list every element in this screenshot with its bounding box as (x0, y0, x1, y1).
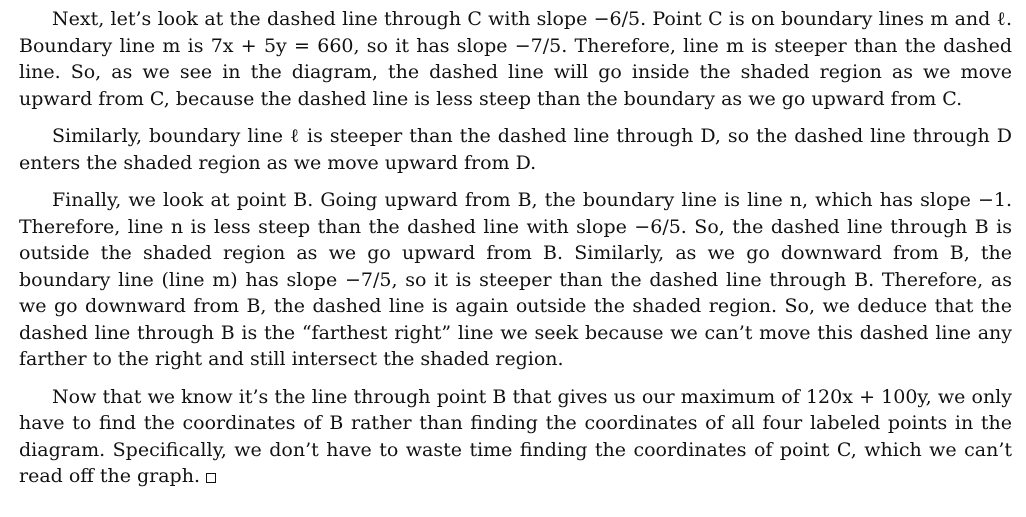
conclusion-text: Now that we know it’s the line through point B that gives us our maximum of 120x + 100y, we only have to find the coordinates of B rather than finding the coordinates of all four labeled points in the diagram. Specifically, we don’t have to waste time finding the coordinates of point C, which we can’t read off the graph. (19, 385, 1012, 487)
paragraph-point-b: Finally, we look at point B. Going upward from B, the boundary line is line n, which has slope −1. Therefore, line n is less steep than the dashed line with slope −6/5. So, the dashed line through B is outside the shaded region as we go upward from B. Similarly, as we go downward from B, the boundary line (line m) has slope −7/5, so it is steeper than the dashed line through B. Therefore, as we go downward from B, the dashed line is again outside the shaded region. So, we deduce that the dashed line through B is the “farthest right” line we seek because we can’t move this dashed line any farther to the right and still intersect the shaded region. (19, 189, 1012, 370)
paragraph-conclusion (19, 384, 1012, 490)
qed-square-icon (206, 473, 216, 483)
paragraph-slope-through-c: Next, let’s look at the dashed line through C with slope −6/5. Point C is on boundary lines m and ℓ. Boundary line m is 7x + 5y = 660, so it has slope −7/5. Therefore, line m is steeper than the dashed line. So, as we see in the diagram, the dashed line will go inside the shaded region as we move upward from C, because the dashed line is less steep than the boundary as we go upward from C. (19, 8, 1012, 110)
paragraph-line-through-d: Similarly, boundary line ℓ is steeper than the dashed line through D, so the dashed line through D enters the shaded region as we move upward from D. (19, 125, 1012, 174)
